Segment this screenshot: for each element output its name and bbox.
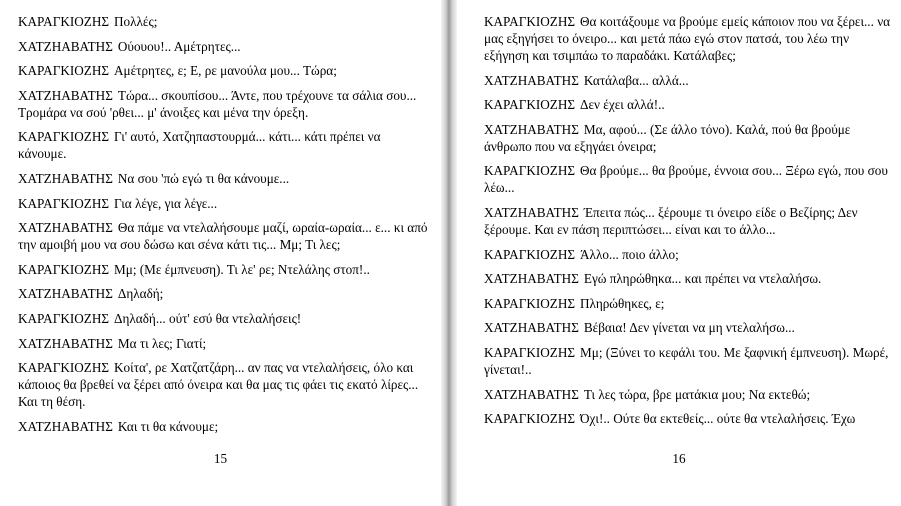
dialogue-line [18, 195, 429, 212]
dialogue-text: Θα βρούμε... θα βρούμε, έννοια σου... Ξέρω εγώ, που σου λέω... [484, 163, 888, 196]
dialogue-line [18, 359, 429, 410]
dialogue-text: Τι λες τώρα, βρε ματάκια μου; Να εκτεθώ; [583, 386, 811, 402]
dialogue-line [18, 310, 429, 327]
dialogue-text: Δεν έχει αλλά!.. [580, 97, 665, 113]
dialogue-line [18, 62, 429, 79]
dialogue-text: Τώρα... σκουπίσου... Άντε, που τρέχουνε τα σάλια σου... Τρομάρα να σού 'ρθει... μ' άνοιξες και μένα την όρεξη. [18, 87, 417, 120]
page-15 [0, 0, 441, 506]
dialogue-line [18, 285, 429, 302]
dialogue-text: Κατάλαβα... αλλά... [583, 72, 689, 88]
dialogue-text: Ούουου!.. Αμέτρητες... [117, 38, 241, 54]
dialogue-text: Βέβαια! Δεν γίνεται να μη ντελαλήσω... [583, 320, 795, 336]
dialogue-text: Αμέτρητες, ε; Ε, ρε μανούλα μου... Τώρα; [114, 63, 337, 79]
page-number: 15 [213, 451, 228, 466]
dialogue-line [484, 270, 891, 287]
dialogue-text: Δηλαδή... ούτ' εσύ θα ντελαλήσεις! [114, 310, 302, 326]
speaker-name: ΚΑΡΑΓΚΙΟΖΗΣ [18, 310, 110, 326]
dialogue-text: Πολλές; [114, 14, 158, 29]
dialogue-line [18, 13, 429, 30]
dialogue-text: Για λέγε, για λέγε... [114, 195, 218, 211]
speaker-name: ΧΑΤΖΗΑΒΑΤΗΣ [18, 418, 113, 434]
dialogue-text: Έπειτα πώς... ξέρουμε τι όνειρο είδε ο Βεζίρης; Δεν ξέρουμε. Και εν πάση περιπτώσει... είναι και το άλλο... [484, 204, 858, 237]
dialogue-line [18, 87, 429, 121]
dialogue-text: Θα πάμε να ντελαλήσουμε μαζί, ωραία-ωραία... ε... κι από την αμοιβή μου να σου δώσω και σένα κάτι τις... Μμ; Τι λες; [18, 220, 428, 253]
dialogue-line [484, 13, 891, 64]
speaker-name: ΧΑΤΖΗΑΒΑΤΗΣ [484, 271, 579, 287]
dialogue-line [484, 121, 891, 155]
speaker-name: ΚΑΡΑΓΚΙΟΖΗΣ [18, 14, 110, 29]
dialogue-line [484, 246, 891, 263]
dialogue-line [18, 38, 429, 55]
dialogue-text: Δηλαδή; [117, 286, 164, 302]
dialogue-line [484, 344, 891, 378]
speaker-name: ΧΑΤΖΗΑΒΑΤΗΣ [484, 204, 579, 220]
dialogue-line [484, 295, 891, 312]
dialogue-line [484, 410, 891, 427]
dialogue-line [484, 204, 891, 238]
dialogue-text: Πληρώθηκες, ε; [580, 295, 665, 311]
speaker-name: ΚΑΡΑΓΚΙΟΖΗΣ [484, 246, 576, 262]
dialogue-text: Εγώ πληρώθηκα... και πρέπει να ντελαλήσω. [583, 271, 822, 287]
dialogue-line [484, 162, 891, 196]
dialogue-line [18, 418, 429, 435]
page-number: 16 [672, 451, 686, 466]
speaker-name: ΚΑΡΑΓΚΙΟΖΗΣ [18, 129, 110, 145]
speaker-name: ΚΑΡΑΓΚΙΟΖΗΣ [484, 163, 576, 179]
dialogue-text: Όχι!.. Ούτε θα εκτεθείς... ούτε θα ντελαλήσεις. Έχω [580, 411, 856, 427]
speaker-name: ΚΑΡΑΓΚΙΟΖΗΣ [18, 261, 110, 277]
dialogue-text: Μα, αφού... (Σε άλλο τόνο). Καλά, πού θα βρούμε άνθρωπο που να εξηγάει όνειρα; [484, 121, 851, 154]
dialogue-line [484, 386, 891, 403]
speaker-name: ΚΑΡΑΓΚΙΟΖΗΣ [484, 344, 576, 360]
dialogue-text: Και τι θα κάνουμε; [117, 418, 219, 434]
dialogue-text: Μμ; (Ξύνει το κεφάλι του. Με ξαφνική έμπνευση). Μωρέ, γίνεται!.. [484, 344, 889, 377]
speaker-name: ΧΑΤΖΗΑΒΑΤΗΣ [484, 320, 579, 336]
dialogue-text: Κοίτα', ρε Χατζατζάρη... αν πας να ντελαλήσεις, όλο και κάποιος θα βρεθεί να ξέρει από όνειρα και θα μας τις φάει τις εκατό λίρες... Και τη θέση. [18, 360, 419, 410]
page-gutter [441, 0, 457, 506]
speaker-name: ΧΑΤΖΗΑΒΑΤΗΣ [484, 72, 579, 88]
speaker-name: ΧΑΤΖΗΑΒΑΤΗΣ [18, 87, 113, 103]
dialogue-line [18, 261, 429, 278]
dialogue-block [484, 13, 891, 427]
speaker-name: ΧΑΤΖΗΑΒΑΤΗΣ [18, 38, 113, 54]
dialogue-block [18, 13, 429, 435]
speaker-name: ΧΑΤΖΗΑΒΑΤΗΣ [18, 335, 113, 351]
dialogue-text: Άλλο... ποιο άλλο; [580, 246, 679, 262]
dialogue-line [484, 319, 891, 336]
dialogue-line [484, 72, 891, 89]
speaker-name: ΚΑΡΑΓΚΙΟΖΗΣ [484, 97, 576, 113]
speaker-name: ΚΑΡΑΓΚΙΟΖΗΣ [484, 295, 576, 311]
dialogue-text: Μα τι λες; Γιατί; [117, 335, 207, 351]
speaker-name: ΚΑΡΑΓΚΙΟΖΗΣ [18, 195, 110, 211]
page-16 [457, 0, 901, 506]
speaker-name: ΚΑΡΑΓΚΙΟΖΗΣ [18, 360, 110, 376]
dialogue-line [484, 96, 891, 113]
speaker-name: ΚΑΡΑΓΚΙΟΖΗΣ [18, 63, 110, 79]
dialogue-line [18, 219, 429, 253]
speaker-name: ΚΑΡΑΓΚΙΟΖΗΣ [484, 14, 576, 29]
dialogue-text: Να σου 'πώ εγώ τι θα κάνουμε... [117, 170, 290, 186]
dialogue-line [18, 170, 429, 187]
dialogue-text: Γι' αυτό, Χατζηπαστουρμά... κάτι... κάτι πρέπει να κάνουμε. [18, 129, 381, 162]
speaker-name: ΧΑΤΖΗΑΒΑΤΗΣ [18, 170, 113, 186]
speaker-name: ΚΑΡΑΓΚΙΟΖΗΣ [484, 411, 576, 427]
speaker-name: ΧΑΤΖΗΑΒΑΤΗΣ [18, 220, 113, 236]
speaker-name: ΧΑΤΖΗΑΒΑΤΗΣ [484, 386, 579, 402]
speaker-name: ΧΑΤΖΗΑΒΑΤΗΣ [18, 286, 113, 302]
dialogue-line [18, 335, 429, 352]
dialogue-text: Θα κοιτάξουμε να βρούμε εμείς κάποιον που να ξέρει... να μας εξηγήσει το όνειρο... και μετά πάω εγώ στον πατσά, του λέω την εξήγηση και τσιμπάω το παραδάκι. Κατάλαβες; [484, 14, 891, 63]
dialogue-line [18, 128, 429, 162]
dialogue-text: Μμ; (Με έμπνευση). Τι λε' ρε; Ντελάλης στοπ!.. [114, 261, 370, 277]
speaker-name: ΧΑΤΖΗΑΒΑΤΗΣ [484, 121, 579, 137]
